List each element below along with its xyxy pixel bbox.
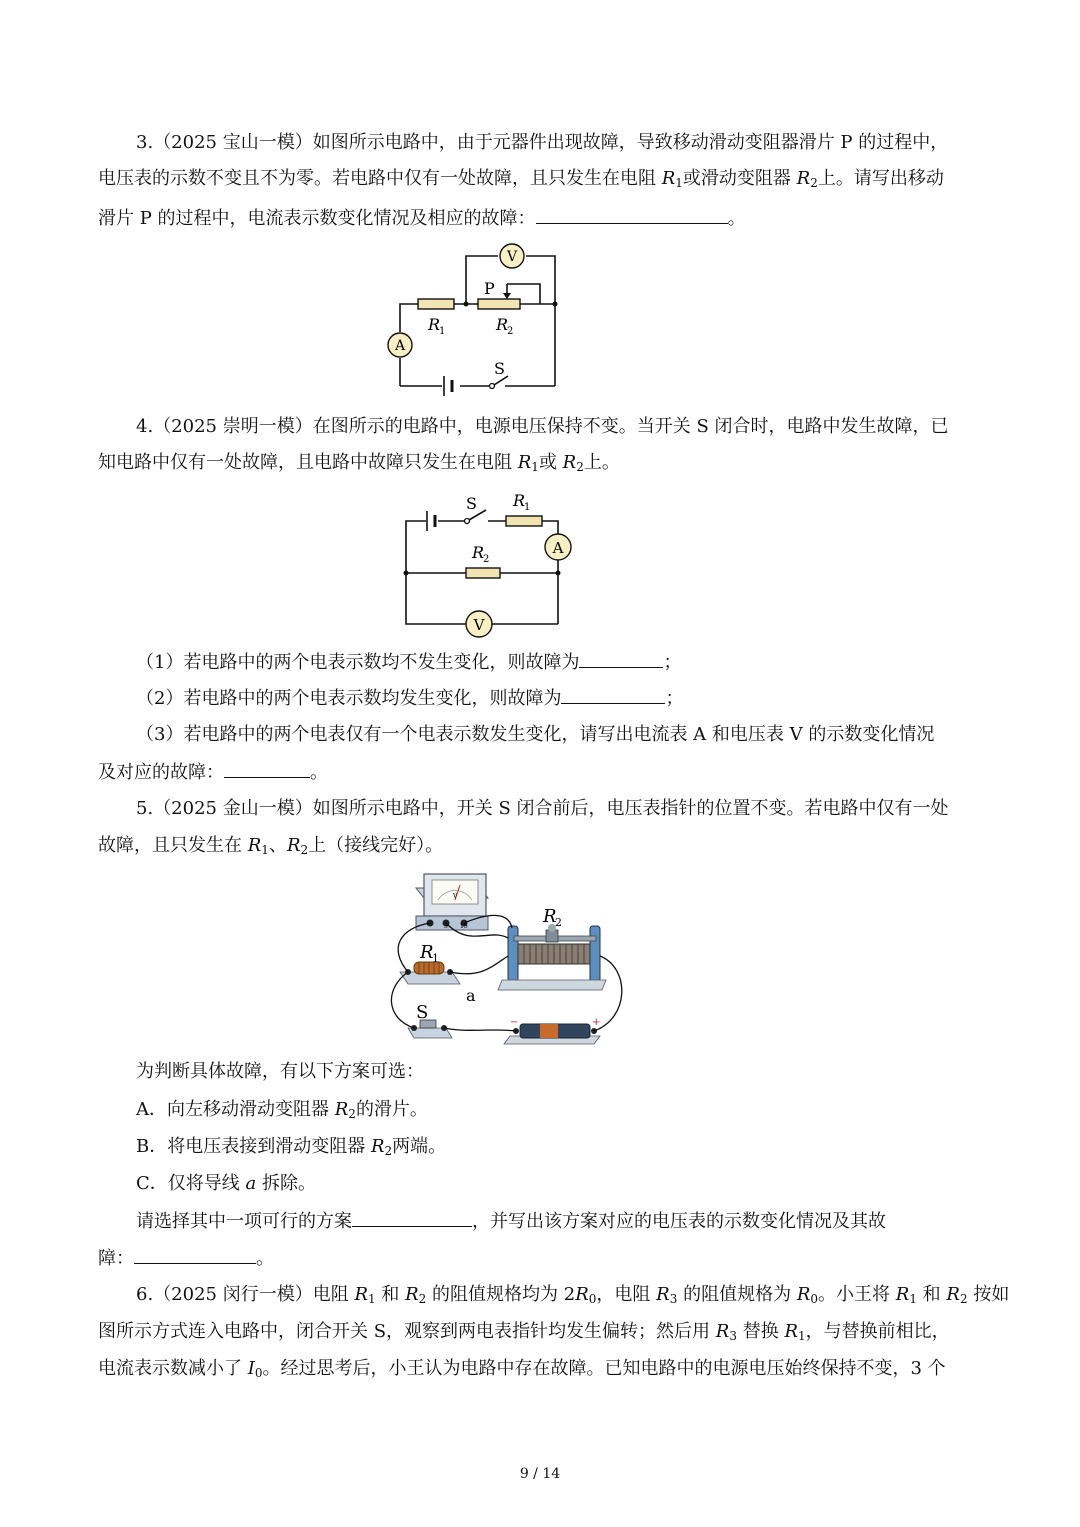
q5-line1: 5.（2025 金山一模）如图所示电路中，开关 S 闭合前后，电压表指针的位置不变。若电路中仅有一处 [136, 798, 949, 819]
q5-option-a: A．向左移动滑动变阻器 $R_2$的滑片。 [136, 1099, 428, 1121]
q3-line3: 滑片 P 的过程中，电流表示数变化情况及相应的故障： 。 [98, 208, 746, 229]
q5-plan-blank[interactable] [352, 1209, 472, 1227]
q4-sub2: （2）若电路中的两个电表示数均发生变化，则故障为 ； [136, 688, 684, 709]
q4-sub2-blank[interactable] [561, 686, 665, 704]
q5-ask-line2: 障： 。 [98, 1248, 274, 1269]
q4-line2: 知电路中仅有一处故障，且电路中故障只发生在电阻 $R_1$或 $R_2$上。 [98, 452, 620, 474]
svg-text:1: 1 [439, 326, 446, 337]
q6-line3: 电流表示数减小了 $I_0$。经过思考后，小王认为电路中存在故障。已知电路中的电源电压始终保持不变，3 个 [98, 1358, 946, 1380]
svg-text:a: a [466, 986, 476, 1005]
svg-text:2: 2 [555, 916, 562, 929]
q3-answer-blank[interactable] [536, 206, 728, 224]
q5-apparatus-photo [380, 868, 650, 1048]
q5-line2: 故障，且只发生在 $R_1$、$R_2$上（接线完好）。 [98, 835, 444, 857]
svg-text:R: R [472, 543, 485, 562]
q4-line1: 4.（2025 崇明一模）在图所示的电路中，电源电压保持不变。当开关 S 闭合时，电路中发生故障，已 [136, 416, 949, 437]
svg-text:2: 2 [483, 554, 490, 565]
q5-option-c: C．仅将导线 a 拆除。 [136, 1173, 316, 1194]
svg-text:R: R [420, 942, 434, 963]
svg-text:S: S [494, 359, 505, 378]
svg-text:2: 2 [507, 326, 514, 337]
q5-fault-blank[interactable] [134, 1246, 256, 1264]
voltmeter-apparatus-icon [416, 874, 488, 930]
svg-text:R: R [428, 315, 441, 334]
svg-text:1: 1 [432, 952, 439, 965]
q6-line2: 图所示方式连入电路中，闭合开关 S，观察到两电表指针均发生偏转；然后用 $R_3$ 替换 $R_1$，与替换前相比， [98, 1321, 950, 1343]
q5-intro: 为判断具体故障，有以下方案可选： [136, 1061, 424, 1082]
q3-line1: 3.（2025 宝山一模）如图所示电路中，由于元器件出现故障，导致移动滑动变阻器滑片 P 的过程中， [136, 132, 949, 153]
svg-text:R: R [496, 315, 509, 334]
r2-resistor [478, 299, 520, 309]
svg-text:V: V [453, 893, 458, 900]
svg-text:1: 1 [524, 502, 531, 513]
svg-text:3: 3 [444, 923, 448, 930]
q3-line2: 电压表的示数不变且不为零。若电路中仅有一处故障，且只发生在电阻 $R_1$或滑动变阻器 $R_2$上。请写出移动 [98, 168, 944, 190]
q4-sub3-blank[interactable] [224, 760, 310, 778]
q5-option-b: B．将电压表接到滑动变阻器 $R_2$两端。 [136, 1136, 447, 1158]
svg-text:R: R [513, 491, 526, 510]
r1-resistor-icon [400, 962, 460, 984]
svg-text:−: − [510, 1017, 519, 1028]
q4-sub1-blank[interactable] [579, 650, 663, 668]
svg-text:+: + [592, 1017, 601, 1028]
svg-text:A: A [552, 539, 564, 557]
r2-rheostat-icon [498, 924, 606, 990]
svg-text:R: R [543, 906, 557, 927]
r1-resistor [418, 299, 454, 309]
q5-ask-line1: 请选择其中一项可行的方案 ，并写出该方案对应的电压表的示数变化情况及其故 [136, 1211, 886, 1232]
svg-text:P: P [484, 279, 495, 298]
svg-text:V: V [506, 249, 518, 265]
q4-sub3-line2: 及对应的故障： 。 [98, 762, 328, 783]
svg-text:15: 15 [460, 923, 468, 930]
svg-text:V: V [473, 616, 485, 634]
r2-resistor [466, 568, 500, 578]
q4-circuit-diagram [396, 488, 576, 638]
q4-sub3-line1: （3）若电路中的两个电表仅有一个电表示数发生变化，请写出电流表 A 和电压表 V 的示数变化情况 [136, 724, 935, 745]
q4-sub1: （1）若电路中的两个电表示数均不发生变化，则故障为 ； [136, 652, 682, 673]
page-number: 9 / 14 [519, 1466, 561, 1482]
q3-circuit-diagram [380, 238, 580, 398]
q6-line1: 6.（2025 闵行一模）电阻 $R_1$ 和 $R_2$ 的阻值规格均为 $2R_0$，电阻 $R_3$ 的阻值规格为 $R_0$。小王将 $R_1$ 和 $R_2$ 按如 [136, 1284, 1010, 1306]
r1-resistor [506, 516, 542, 526]
svg-text:A: A [394, 338, 406, 354]
battery-apparatus-icon [504, 1024, 600, 1044]
svg-text:S: S [416, 1002, 429, 1023]
svg-text:S: S [466, 494, 477, 513]
switch-apparatus-icon [408, 1020, 452, 1038]
